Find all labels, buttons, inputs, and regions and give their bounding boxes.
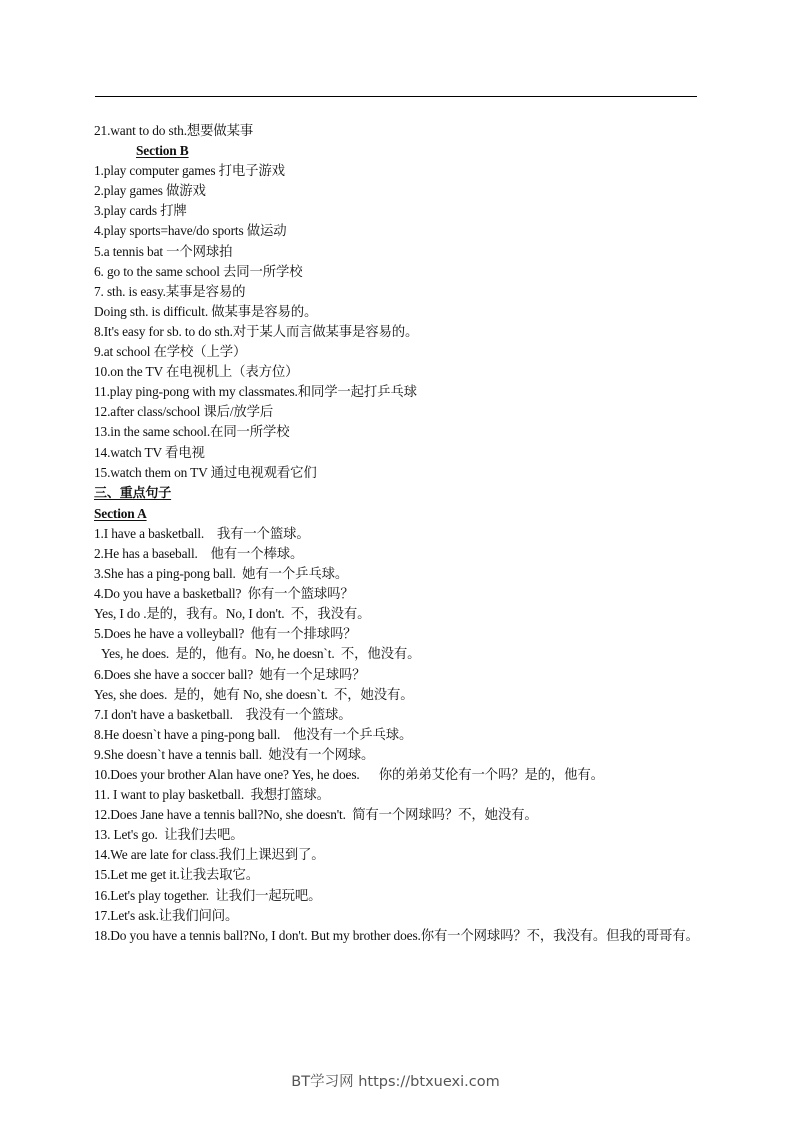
list-item: 7. sth. is easy.某事是容易的	[94, 283, 246, 299]
sentence-item: 11. I want to play basketball. 我想打篮球。	[94, 787, 330, 803]
sentence-item: 16.Let's play together. 让我们一起玩吧。	[94, 887, 322, 903]
section-b-heading: Section B	[136, 143, 189, 159]
section-a-heading: Section A	[94, 505, 147, 521]
section-b-heading-row	[94, 141, 706, 161]
list-item: 15.watch them on TV 通过电视观看它们	[94, 464, 317, 480]
list-item: 9.at school 在学校（上学）	[94, 344, 247, 360]
sentence-item: 18.Do you have a tennis ball?No, I don't. But my brother does.你有一个网球吗？不，我没有。但我的哥哥有。	[94, 927, 699, 943]
list-item: 1.play computer games 打电子游戏	[94, 163, 285, 179]
list-item: 8.It's easy for sb. to do sth.对于某人而言做某事是容易的。	[94, 323, 419, 339]
part-three-heading: 三、重点句子	[94, 485, 172, 501]
list-item: 13.in the same school.在同一所学校	[94, 424, 290, 440]
list-item: 14.watch TV 看电视	[94, 444, 205, 460]
sentence-item: 2.He has a baseball. 他有一个棒球。	[94, 545, 304, 561]
list-item: 2.play games 做游戏	[94, 183, 206, 199]
sentence-item: Yes, she does. 是的，她有 No, she doesn`t. 不，她没有。	[94, 686, 414, 702]
section-b-list	[94, 161, 706, 483]
sentence-item: Yes, he does. 是的，他有。No, he doesn`t. 不，他没有。	[101, 646, 421, 662]
part-three-heading-row	[94, 483, 706, 504]
sentence-item: 8.He doesn`t have a ping-pong ball. 他没有一个乒乓球。	[94, 726, 413, 742]
list-item: 12.after class/school 课后/放学后	[94, 404, 274, 420]
list-item: 4.play sports=have/do sports 做运动	[94, 223, 287, 239]
sentence-item: 17.Let's ask.让我们问问。	[94, 907, 239, 923]
list-item: 10.on the TV 在电视机上（表方位）	[94, 364, 299, 380]
sentence-item: 9.She doesn`t have a tennis ball. 她没有一个网球。	[94, 746, 375, 762]
sentence-item: 7.I don't have a basketball. 我没有一个篮球。	[94, 706, 352, 722]
section-a-sentence-list	[94, 524, 706, 946]
list-item: 11.play ping-pong with my classmates.和同学一起打乒乓球	[94, 384, 417, 400]
sentence-item: 10.Does your brother Alan have one? Yes, he does. 你的弟弟艾伦有一个吗？是的，他有。	[94, 767, 604, 782]
vocab-item-21: 21.want to do sth.想要做某事	[94, 123, 254, 138]
sentence-item: 3.She has a ping-pong ball. 她有一个乒乓球。	[94, 566, 349, 582]
sentence-item: 14.We are late for class.我们上课迟到了。	[94, 847, 325, 863]
sentence-item: 13. Let's go. 让我们去吧。	[94, 827, 244, 843]
list-item: 3.play cards 打牌	[94, 203, 187, 219]
sentence-item: 4.Do you have a basketball? 你有一个篮球吗？	[94, 586, 354, 602]
document-body	[94, 121, 706, 946]
sentence-item: 6.Does she have a soccer ball? 她有一个足球吗？	[94, 666, 366, 682]
section-a-heading-row	[94, 504, 706, 524]
list-item: 5.a tennis bat 一个网球拍	[94, 243, 233, 259]
header-rule	[95, 96, 697, 97]
sentence-item: 1.I have a basketball. 我有一个篮球。	[94, 525, 310, 541]
sentence-item: Yes, I do .是的，我有。No, I don't. 不，我没有。	[94, 606, 371, 622]
footer-watermark: BT学习网 https://btxuexi.com	[291, 1074, 500, 1090]
list-item: 6. go to the same school 去同一所学校	[94, 263, 303, 279]
sentence-item: 15.Let me get it.让我去取它。	[94, 867, 260, 883]
sentence-item: 12.Does Jane have a tennis ball?No, she doesn't. 简有一个网球吗？不，她没有。	[94, 807, 538, 823]
list-item: Doing sth. is difficult. 做某事是容易的。	[94, 303, 318, 319]
sentence-item: 5.Does he have a volleyball? 他有一个排球吗？	[94, 626, 357, 642]
